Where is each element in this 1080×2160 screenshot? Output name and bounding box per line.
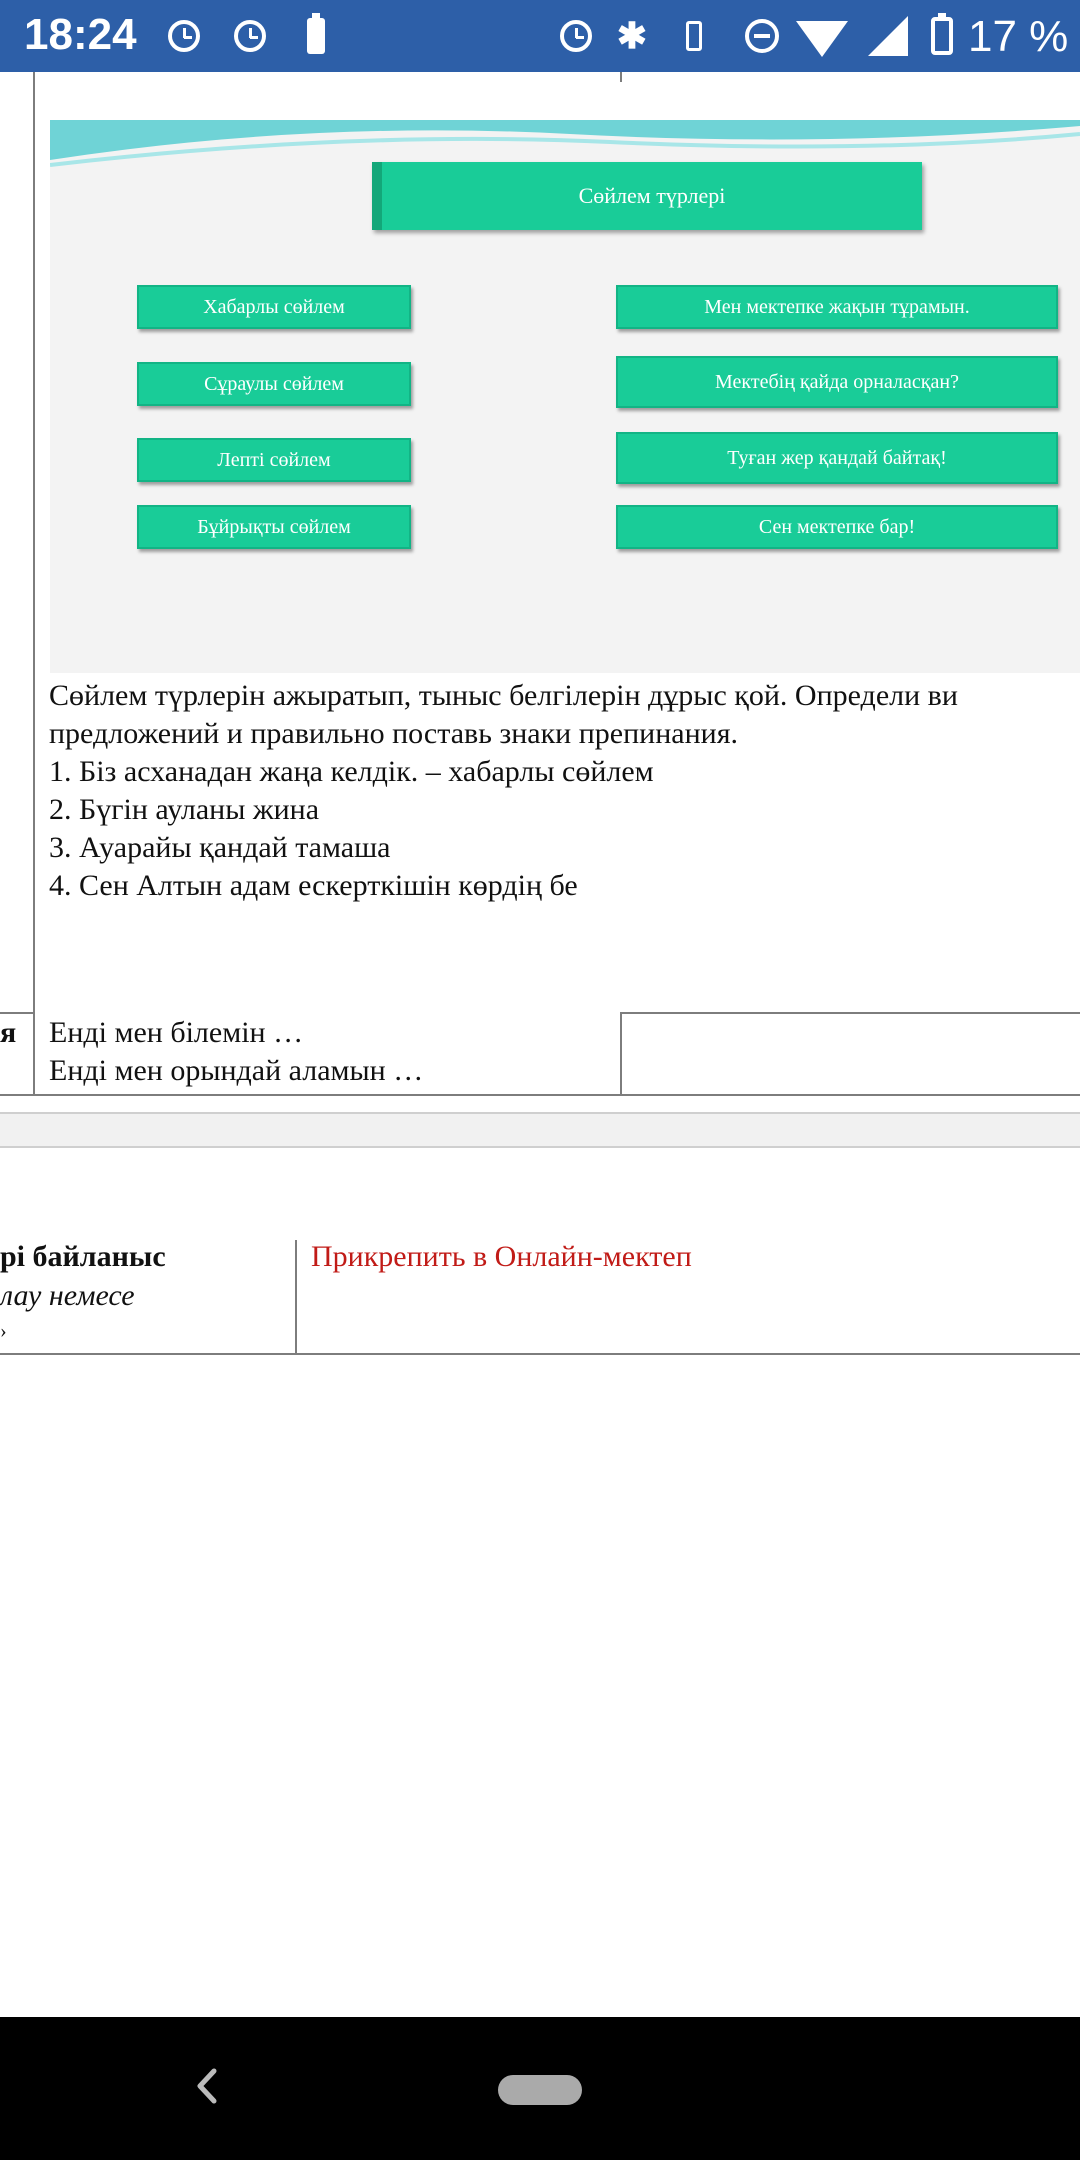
task-item: 1. Біз асханадан жаңа келдік. – хабарлы сөйлем: [49, 755, 654, 788]
alarm-icon: [162, 14, 206, 58]
back-icon[interactable]: [188, 2061, 228, 2111]
feedback-label: рі байланыс: [0, 1240, 166, 1273]
feedback-tail: ›: [0, 1320, 7, 1342]
attach-online-mektep-link[interactable]: Прикрепить в Онлайн-мектеп: [311, 1240, 692, 1273]
table-border-mid: [295, 1240, 297, 1354]
table-border-mid-top: [620, 72, 622, 82]
home-pill-button[interactable]: [498, 2075, 582, 2105]
page-separator: [0, 1112, 1080, 1147]
sentence-type-box: Бұйрықты сөйлем: [137, 505, 411, 549]
sentence-type-box: Хабарлы сөйлем: [137, 285, 411, 329]
reflection-line: Енді мен орындай аламын …: [49, 1054, 424, 1087]
task-instruction: предложений и правильно поставь знаки препинания.: [49, 717, 738, 750]
clock: 18:24: [24, 10, 137, 59]
sentence-type-box: Лепті сөйлем: [137, 438, 411, 482]
battery-percent: 17 %: [968, 12, 1069, 61]
page-separator-line: [0, 1112, 1080, 1114]
status-bar: [0, 0, 1080, 72]
slide-image: [50, 120, 1080, 673]
task-item: 4. Сен Алтын адам ескерткішін көрдің бе: [49, 869, 578, 902]
task-instruction: Сөйлем түрлерін ажыратып, тыныс белгілерін дұрыс қой. Определи ви: [49, 679, 958, 712]
table-border-bottom: [0, 1353, 1080, 1355]
task-item: 2. Бүгін ауланы жина: [49, 793, 320, 826]
sentence-type-box: Сұраулы сөйлем: [137, 362, 411, 406]
vibrate-icon: [672, 14, 716, 58]
reflection-line: Енді мен білемін …: [49, 1016, 304, 1049]
table-border-mid-bottom: [620, 1012, 622, 1094]
document-view[interactable]: [0, 72, 1080, 2017]
navigation-bar: [0, 2017, 1080, 2160]
table-border-row: [620, 1012, 1080, 1014]
feedback-sublabel: лау немесе: [0, 1279, 135, 1312]
battery-outline-icon: [920, 14, 964, 58]
task-item: 3. Ауарайы қандай тамаша: [49, 831, 391, 864]
example-sentence-box: Туған жер қандай байтақ!: [616, 432, 1058, 484]
example-sentence-box: Сен мектепке бар!: [616, 505, 1058, 549]
slide-title: Сөйлем түрлері: [372, 162, 922, 230]
reflection-label: я: [0, 1016, 17, 1049]
alarm-icon: [228, 14, 272, 58]
table-border-bottom: [0, 1094, 1080, 1096]
battery-icon: [294, 14, 338, 58]
example-sentence-box: Мектебің қайда орналасқан?: [616, 356, 1058, 408]
task-text: [49, 677, 1079, 905]
bluetooth-icon: ✱: [616, 15, 648, 56]
signal-icon: [866, 14, 910, 58]
table-border-left: [33, 72, 35, 1094]
page-separator-line: [0, 1146, 1080, 1148]
do-not-disturb-icon: [740, 14, 784, 58]
example-sentence-box: Мен мектепке жақын тұрамын.: [616, 285, 1058, 329]
wifi-icon: [800, 14, 844, 58]
alarm-icon: [554, 14, 598, 58]
